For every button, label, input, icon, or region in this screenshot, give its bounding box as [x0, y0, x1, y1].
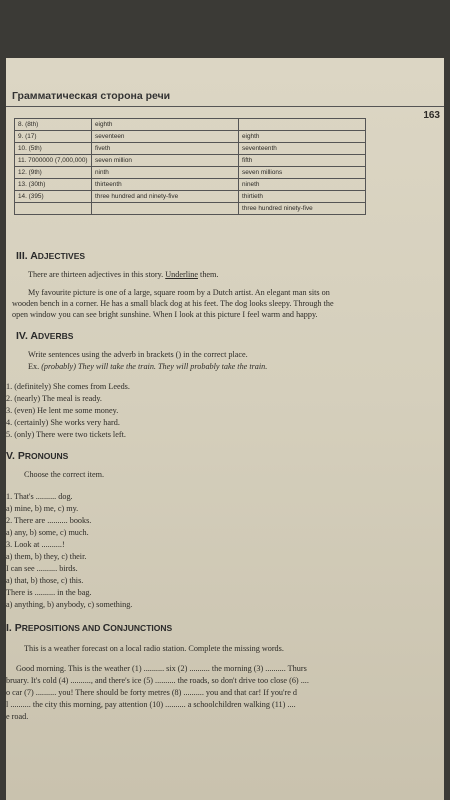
numbers-table-row: [15, 191, 366, 203]
header-rule: [6, 106, 444, 107]
adjectives-instruction: There are thirteen adjectives in this story. Underline them.: [28, 270, 219, 279]
numbers-table-row: [15, 155, 366, 167]
forecast-line-4: l .......... the city this morning, pay attention (10) .......... a schoolchildren walking (11) ....: [6, 700, 296, 709]
numbers-table-row: [15, 131, 366, 143]
pronouns-line-5: 3. Look at ..........!: [6, 540, 65, 549]
prepositions-instruction: This is a weather forecast on a local radio station. Complete the missing words.: [24, 644, 284, 653]
numbers-table-row: [15, 143, 366, 155]
adverbs-item-2: 2. (nearly) The meal is ready.: [6, 394, 102, 403]
pronouns-line-8: a) that, b) those, c) this.: [6, 576, 84, 585]
pronouns-line-10: a) anything, b) anybody, c) something.: [6, 600, 133, 609]
numbers-table-cell: seven million: [92, 155, 239, 167]
adverbs-item-3: 3. (even) He lent me some money.: [6, 406, 119, 415]
numbers-table-row: [15, 119, 366, 131]
pronouns-line-6: a) them, b) they, c) their.: [6, 552, 87, 561]
adverbs-item-1: 1. (definitely) She comes from Leeds.: [6, 382, 130, 391]
numbers-table-cell: three hundred and ninety-five: [92, 191, 239, 203]
numbers-table-cell: fiveth: [92, 143, 239, 155]
numbers-table-cell: 9. (17): [15, 131, 92, 143]
adverbs-item-5: 5. (only) There were two tickets left.: [6, 430, 126, 439]
section-title-prepositions: I. PREPOSITIONS AND CONJUNCTIONS: [6, 622, 173, 634]
adjectives-story-line-2: wooden bench in a corner. He has a small black dog at his feet. The dog looks sleepy. Through the: [12, 299, 334, 308]
running-head: Грамматическая сторона речи: [12, 90, 171, 102]
adverbs-instruction: Write sentences using the adverb in brackets () in the correct place.: [28, 350, 248, 359]
numbers-table-cell: 14. (395): [15, 191, 92, 203]
numbers-table-cell: 10. (5th): [15, 143, 92, 155]
numbers-table-row: [15, 167, 366, 179]
pronouns-instruction: Choose the correct item.: [24, 470, 105, 479]
numbers-table-cell: fifth: [239, 155, 366, 167]
numbers-table-cell: eighth: [92, 119, 239, 131]
numbers-table-cell: seventeen: [92, 131, 239, 143]
numbers-table-cell: ninth: [92, 167, 239, 179]
pronouns-line-4: a) any, b) some, c) much.: [6, 528, 89, 537]
section-title-adjectives: III. ADJECTIVES: [16, 250, 86, 262]
adverbs-item-4: 4. (certainly) She works very hard.: [6, 418, 120, 427]
numbers-table-cell: eighth: [239, 131, 366, 143]
pronouns-line-9: There is .......... in the bag.: [6, 588, 92, 597]
forecast-line-5: e road.: [6, 712, 29, 721]
adjectives-story-line-3: open window you can see bright sunshine. When I look at this picture I feel warm and happy.: [12, 310, 318, 319]
numbers-table-cell: [92, 203, 239, 215]
numbers-table-row: [15, 179, 366, 191]
numbers-table-cell: 11. 7000000 (7,000,000): [15, 155, 92, 167]
numbers-table-cell: 13. (30th): [15, 179, 92, 191]
numbers-table: [14, 118, 366, 215]
adverbs-example: Ex. (probably) They will take the train. They will probably take the train.: [28, 362, 268, 371]
adjectives-story-line-1: My favourite picture is one of a large, square room by a Dutch artist. An elegant man sits on: [28, 288, 330, 297]
pronouns-line-7: I can see .......... birds.: [6, 564, 78, 573]
forecast-line-1: Good morning. This is the weather (1) .......... six (2) .......... the morning (3) .......... Thurs: [16, 664, 307, 673]
pronouns-line-3: 2. There are .......... books.: [6, 516, 92, 525]
numbers-table-cell: 8. (8th): [15, 119, 92, 131]
pronouns-line-1: 1. That's .......... dog.: [6, 492, 73, 501]
section-title-adverbs: IV. ADVERBS: [16, 330, 74, 342]
textbook-page: [6, 58, 444, 800]
numbers-table-cell: seventeenth: [239, 143, 366, 155]
numbers-table-cell: three hundred ninety-five: [239, 203, 366, 215]
numbers-table-cell: 12. (9th): [15, 167, 92, 179]
section-title-pronouns: V. PRONOUNS: [6, 450, 69, 462]
forecast-line-2: bruary. It's cold (4) .........., and there's ice (5) .......... the roads, so don't drive too close (6) ....: [6, 676, 309, 685]
pronouns-line-2: a) mine, b) me, c) my.: [6, 504, 79, 513]
numbers-table-row: [15, 203, 366, 215]
numbers-table-cell: thirtieth: [239, 191, 366, 203]
forecast-line-3: o car (7) .......... you! There should be forty metres (8) .......... you and that car! If you're d: [6, 688, 297, 697]
numbers-table-cell: seven millions: [239, 167, 366, 179]
numbers-table-cell: thirteenth: [92, 179, 239, 191]
page-number: 163: [423, 110, 440, 121]
numbers-table-cell: [239, 119, 366, 131]
numbers-table-cell: nineth: [239, 179, 366, 191]
numbers-table-cell: [15, 203, 92, 215]
